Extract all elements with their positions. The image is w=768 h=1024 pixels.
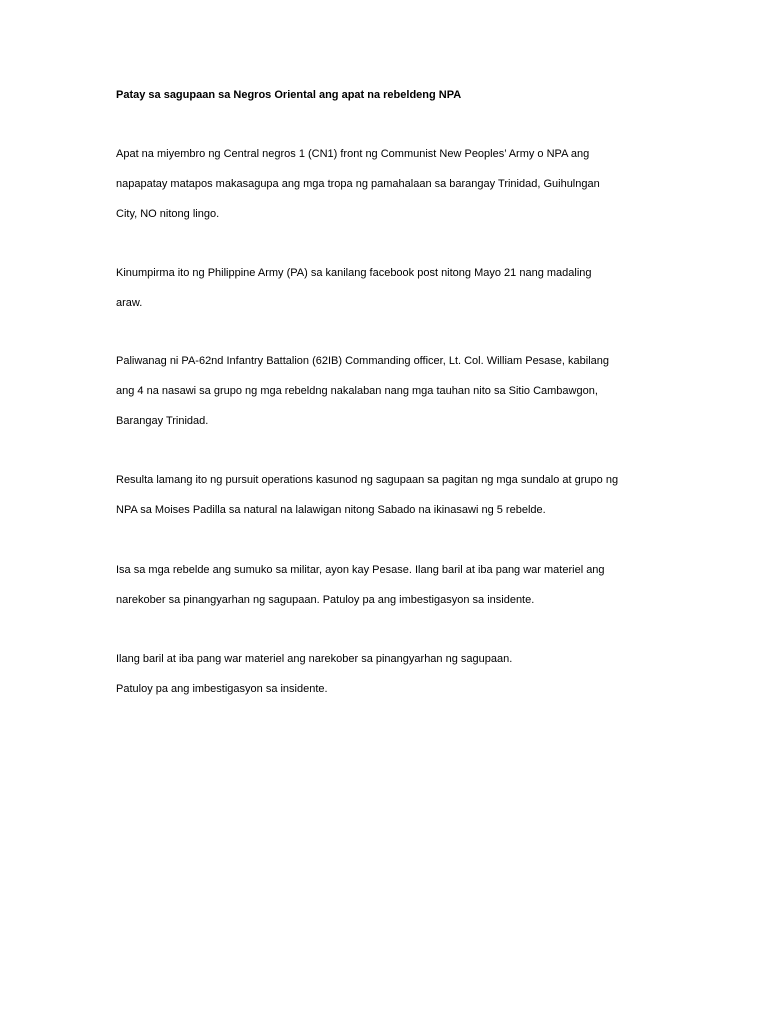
paragraph-5-line-2: narekober sa pinangyarhan ng sagupaan. Patuloy pa ang imbestigasyon sa insidente. [116,594,535,606]
paragraph-4-line-2: NPA sa Moises Padilla sa natural na lalawigan nitong Sabado na ikinasawi ng 5 rebelde. [116,504,546,516]
paragraph-1-line-3: City, NO nitong lingo. [116,208,220,220]
paragraph-1-line-1: Apat na miyembro ng Central negros 1 (CN1) front ng Communist New Peoples’ Army o NPA ang [116,148,590,160]
paragraph-4-line-1: Resulta lamang ito ng pursuit operations kasunod ng sagupaan sa pagitan ng mga sundalo at grupo ng [116,474,619,486]
paragraph-6-line-2: Patuloy pa ang imbestigasyon sa insidente. [116,683,328,695]
paragraph-2-line-1: Kinumpirma ito ng Philippine Army (PA) sa kanilang facebook post nitong Mayo 21 nang madaling [116,267,592,279]
paragraph-1-line-2: napapatay matapos makasagupa ang mga tropa ng pamahalaan sa barangay Trinidad, Guihulngan [116,178,600,190]
document-title: Patay sa sagupaan sa Negros Oriental ang apat na rebeldeng NPA [116,89,462,101]
paragraph-5-line-1: Isa sa mga rebelde ang sumuko sa militar, ayon kay Pesase. Ilang baril at iba pang war materiel ang [116,564,605,576]
paragraph-6-line-1: Ilang baril at iba pang war materiel ang narekober sa pinangyarhan ng sagupaan. [116,653,513,665]
paragraph-3-line-2: ang 4 na nasawi sa grupo ng mga rebeldng nakalaban nang mga tauhan nito sa Sitio Cambawgon, [116,385,598,397]
paragraph-3-line-1: Paliwanag ni PA-62nd Infantry Battalion (62IB) Commanding officer, Lt. Col. William Pesase, kabilang [116,355,610,367]
paragraph-2-line-2: araw. [116,297,143,309]
paragraph-3-line-3: Barangay Trinidad. [116,415,209,427]
